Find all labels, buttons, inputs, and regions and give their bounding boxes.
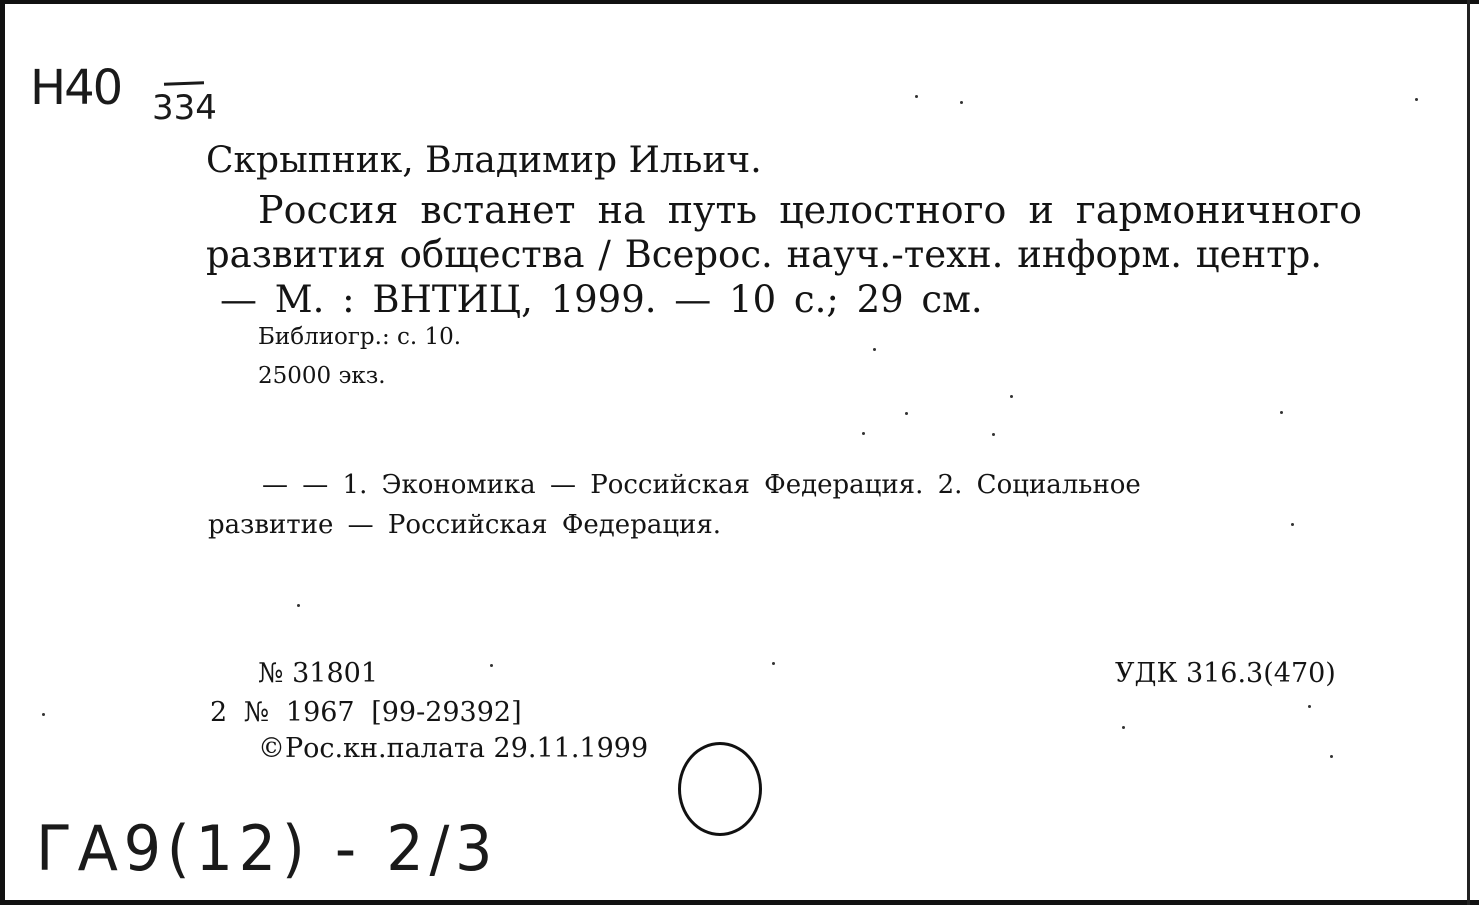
title-line-1: Россия встанет на путь целостного и гармоничного [258, 188, 1363, 232]
speck [1010, 395, 1013, 398]
speck [297, 604, 300, 607]
speck [862, 432, 865, 435]
copyright-line: ©Рос.кн.палата 29.11.1999 [258, 733, 649, 764]
speck [992, 433, 995, 436]
speck [873, 348, 876, 351]
speck [915, 95, 918, 98]
speck [1291, 523, 1294, 526]
handwritten-circle-mark [678, 742, 762, 836]
speck [1308, 705, 1311, 708]
print-run-note: 25000 экз. [258, 363, 386, 389]
speck [42, 713, 45, 716]
speck [960, 101, 963, 104]
speck [1330, 755, 1333, 758]
speck [1280, 411, 1283, 414]
subject-headings-line-1: — — 1. Экономика — Российская Федерация. 2. Социальное [262, 470, 1141, 500]
udk-classification: УДК 316.3(470) [1115, 658, 1336, 689]
publication-line: — М. : ВНТИЦ, 1999. — 10 с.; 29 см. [220, 278, 983, 321]
author-heading: Скрыпник, Владимир Ильич. [206, 140, 762, 181]
record-number: № 31801 [258, 658, 379, 689]
speck [1415, 98, 1418, 101]
handwritten-fraction-bar [164, 81, 204, 85]
card-border-top [0, 0, 1479, 4]
registration-numbers: 2 № 1967 [99-29392] [210, 697, 522, 728]
handwritten-classification-mark: ГА9(12) - 2/3 [36, 812, 499, 885]
handwritten-shelf-mark-sub: 334 [152, 88, 217, 128]
bibliography-note: Библиогр.: с. 10. [258, 324, 462, 350]
speck [1122, 726, 1125, 729]
subject-headings-line-2: развитие — Российская Федерация. [208, 510, 722, 540]
card-border-right [1467, 0, 1470, 905]
speck [490, 664, 493, 667]
card-border-bottom [0, 900, 1479, 905]
title-line-2: развития общества / Всерос. науч.-техн. информ. центр. [206, 233, 1323, 276]
speck [905, 412, 908, 415]
card-border-left [0, 0, 5, 905]
handwritten-shelf-mark-main: H40 [30, 60, 122, 116]
speck [772, 662, 775, 665]
handwritten-shelf-mark [30, 58, 230, 138]
